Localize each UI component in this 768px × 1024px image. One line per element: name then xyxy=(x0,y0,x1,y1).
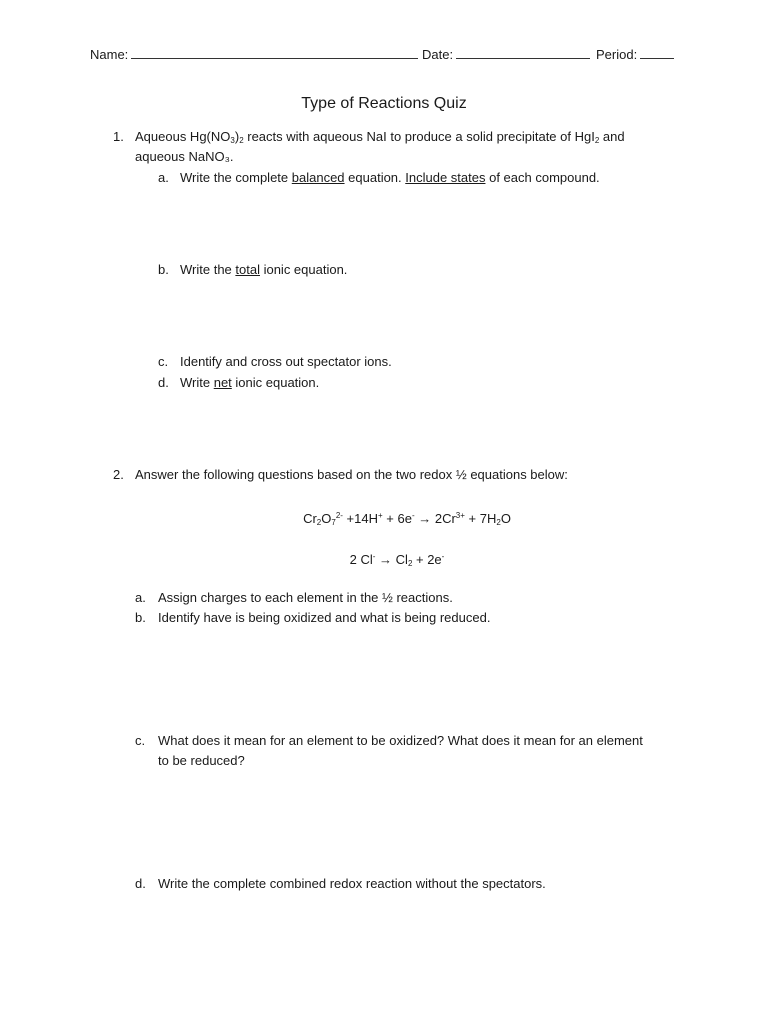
redox-equation-2: 2 $Cl^- \to Cl_2 + 2e^-$ xyxy=(349,552,445,568)
page-title: Type of Reactions Quiz xyxy=(301,95,467,112)
period-blank[interactable] xyxy=(640,46,674,59)
q1b-text: Write the total ionic equation. xyxy=(180,262,348,277)
date-blank[interactable] xyxy=(456,46,590,59)
q2c-line1: What does it mean for an element to be oxidized? What does it mean for an element xyxy=(158,733,643,748)
q1a-letter: a. xyxy=(158,170,169,185)
q1b-letter: b. xyxy=(158,262,169,277)
name-field xyxy=(90,45,418,65)
q2-number: 2. xyxy=(113,467,124,482)
date-field xyxy=(422,45,590,65)
q2d-text: Write the complete combined redox reaction without the spectators. xyxy=(158,876,546,891)
name-blank[interactable] xyxy=(131,46,418,59)
q2c-line2: to be reduced? xyxy=(158,753,245,768)
redox-equation-1: $Cr_2O_7^{2-} +14H^+ + 6e^- \to 2Cr^{3+} + 7H_2O$ xyxy=(303,511,511,527)
q1-line1: Aqueous $Hg(NO_3)_2$ reacts with aqueous NaI to produce a solid precipitate of HgI$_2$ and xyxy=(135,129,625,145)
q2b-text: Identify have is being oxidized and what is being reduced. xyxy=(158,610,491,625)
q2a-text: Assign charges to each element in the ½ reactions. xyxy=(158,590,453,605)
q1c-letter: c. xyxy=(158,354,169,369)
date-label: Date: xyxy=(422,47,454,62)
name-label: Name: xyxy=(90,47,129,62)
period-field xyxy=(596,45,674,65)
q2a-letter: a. xyxy=(135,590,146,605)
q1-number: 1. xyxy=(113,129,124,144)
q1d-letter: d. xyxy=(158,375,169,390)
q1-line2: aqueous NaNO₃. xyxy=(135,149,234,164)
q2c-letter: c. xyxy=(135,733,146,748)
q2-intro: Answer the following questions based on the two redox ½ equations below: xyxy=(135,467,568,482)
period-label: Period: xyxy=(596,47,638,62)
q1c-text: Identify and cross out spectator ions. xyxy=(180,354,392,369)
q2d-letter: d. xyxy=(135,876,146,891)
q1a-text: Write the complete balanced equation. Include states of each compound. xyxy=(180,170,600,185)
q2b-letter: b. xyxy=(135,610,146,625)
q1d-text: Write net ionic equation. xyxy=(180,375,320,390)
